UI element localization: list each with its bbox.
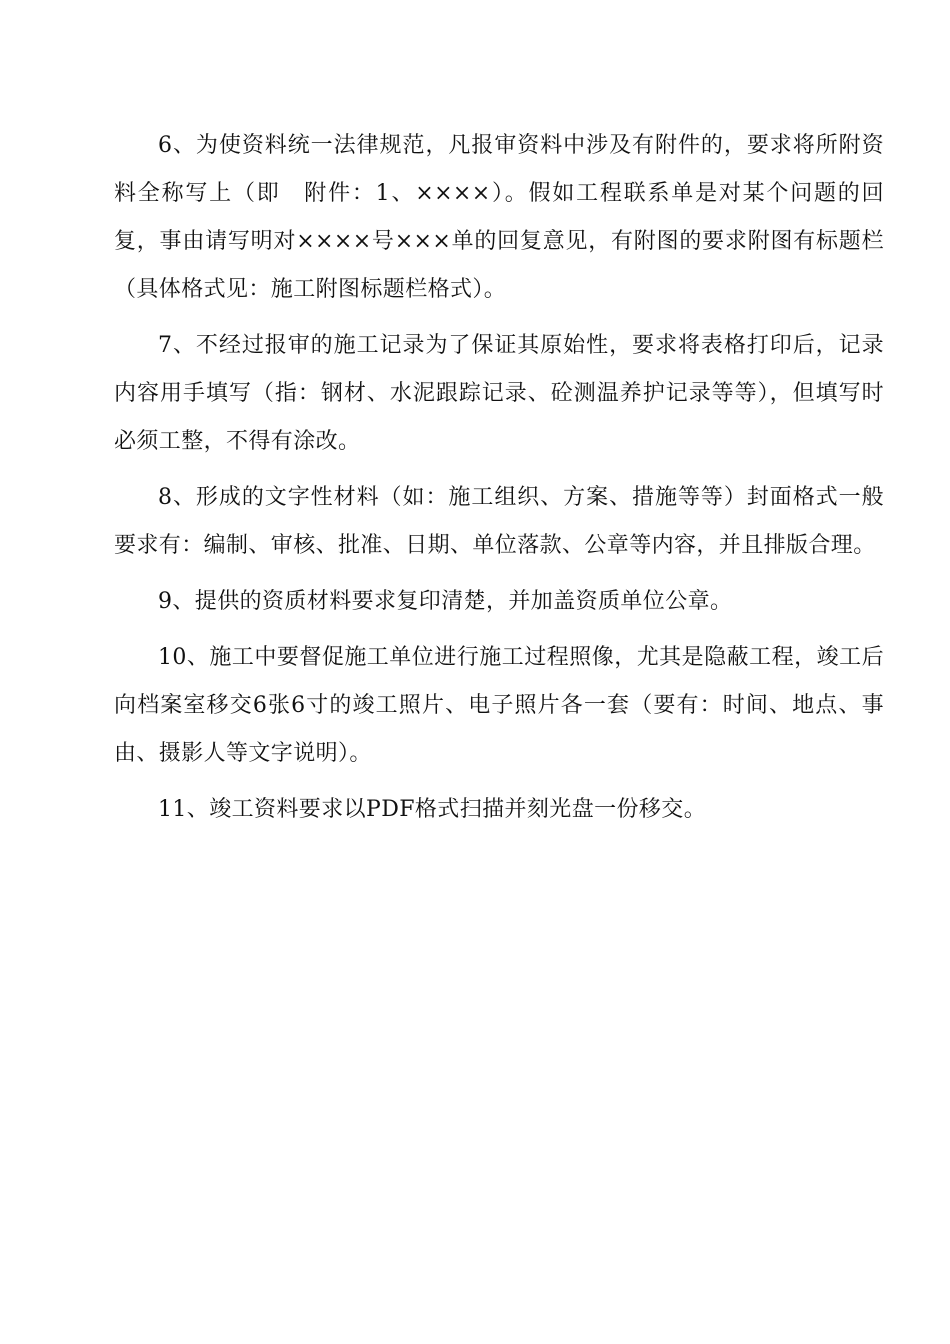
paragraph-item-7: 7、不经过报审的施工记录为了保证其原始性，要求将表格打印后，记录内容用手填写（指：钢材、水泥跟踪记录、砼测温养护记录等等），但填写时必须工整，不得有涂改。 (114, 333, 884, 454)
document-body (114, 122, 884, 842)
paragraph-item-11: 11、竣工资料要求以PDF格式扫描并刻光盘一份移交。 (158, 797, 707, 822)
paragraph-item-9: 9、提供的资质材料要求复印清楚，并加盖资质单位公章。 (158, 589, 733, 614)
paragraph-item-10: 10、施工中要督促施工单位进行施工过程照像，尤其是隐蔽工程，竣工后向档案室移交6张6寸的竣工照片、电子照片各一套（要有：时间、地点、事由、摄影人等文字说明）。 (114, 645, 884, 766)
paragraph-item-6: 6、为使资料统一法律规范，凡报审资料中涉及有附件的，要求将所附资料全称写上（即 附件：1、××××）。假如工程联系单是对某个问题的回复，事由请写明对××××号×××单的回复意见，有附图的要求附图有标题栏（具体格式见：施工附图标题栏格式）。 (114, 133, 884, 302)
paragraph-item-8: 8、形成的文字性材料（如：施工组织、方案、措施等等）封面格式一般要求有：编制、审核、批准、日期、单位落款、公章等内容，并且排版合理。 (114, 485, 884, 558)
